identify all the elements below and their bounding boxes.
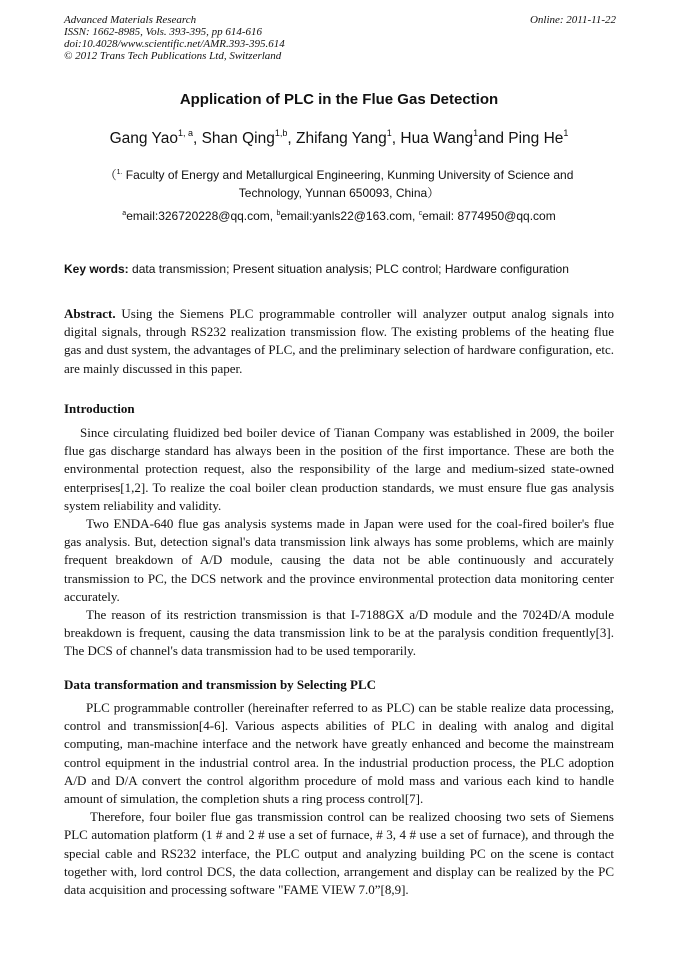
author-name: Ping He bbox=[508, 130, 564, 147]
email-address: email:yanls22@163.com, bbox=[280, 209, 419, 223]
affiliation: （$^{1.}$ Faculty of Energy and Metallurgical Engineering, Kunming University of Science and Technology, Yunnan 650093, China） bbox=[104, 168, 574, 200]
paragraph: Therefore, four boiler flue gas transmission control can be realized choosing two sets of Siemens PLC automation platform (1 # and 2 # use a set of furnace, # 3, 4 # use a set of furnace), and through the special cable and RS232 interface, the PLC output and analyzing building PC on the scene is contact together with, lord control DCS, the data collection, arrangement and display can be realized by the PC data acquisition and processing software "FAME VIEW 7.0”[8,9]. bbox=[64, 809, 614, 898]
author-name: Hua Wang bbox=[400, 130, 474, 147]
author-affil-sup: 1 bbox=[473, 128, 479, 138]
online-date: Online: 2011-11-22 bbox=[529, 14, 616, 26]
copyright-line: © 2012 Trans Tech Publications Ltd, Switzerland bbox=[64, 50, 282, 62]
paragraph: Two ENDA-640 flue gas analysis systems made in Japan were used for the coal-fired boiler's flue gas analysis. But, detection signal's data transmission link always has some problems, which are mainly frequent breakdown of A/D module, causing the data not be able continuously and accurately transmission to PC, the DCS network and the province environmental protection data monitoring center accurately. bbox=[64, 516, 614, 604]
paper-title: Application of PLC in the Flue Gas Detection bbox=[179, 91, 499, 108]
author-list: Gang Yao$^{1, a}$, Shan Qing$^{1,b}$, Zhifang Yang$^1$, Hua Wang$^1$and Ping He$^1$ bbox=[109, 128, 569, 147]
section-heading-introduction: Introduction bbox=[64, 401, 135, 416]
abstract bbox=[64, 305, 614, 378]
keywords bbox=[64, 262, 616, 276]
journal-name: Advanced Materials Research bbox=[64, 14, 197, 26]
issn-line: ISSN: 1662-8985, Vols. 393-395, pp 614-616 bbox=[64, 26, 262, 38]
author-name: Zhifang Yang bbox=[295, 130, 387, 147]
abstract-label: Abstract. bbox=[64, 306, 116, 321]
journal-header bbox=[64, 14, 616, 62]
abstract-text: Using the Siemens PLC programmable controller will analyzer output analog signals into digital signals, through RS232 realization transmission flow. The existing problems of the heating flue gas and dust system, the advantages of PLC, and the preliminary selection of hardware configuration, etc. are mainly discussed in this paper. bbox=[64, 306, 614, 376]
section2-body bbox=[64, 699, 614, 899]
paragraph: PLC programmable controller (hereinafter referred to as PLC) can be stable realize data processing, control and transmission[4-6]. Various aspects abilities of PLC in dealing with analog and digital computing, man-machine interface and the network have greatly enhanced and become the mainstream control equipment in the industrial control area. In the industrial production process, the PLC adoption A/D and D/A convert the control algorithm procedure of mold mass and various each kind to handle amount of simulation, the completion shuts a ring process control[7]. bbox=[64, 700, 614, 807]
author-affil-sup: 1 bbox=[563, 128, 569, 138]
author-name: Gang Yao bbox=[109, 130, 178, 147]
keywords-text: data transmission; Present situation analysis; PLC control; Hardware configuration bbox=[128, 262, 569, 276]
paragraph: Since circulating fluidized bed boiler device of Tianan Company was established in 2009, the boiler flue gas discharge standard has always been in the position of the first importance. These are both the environmental protection request, also the responsibility of the large and medium-sized state-owned enterprises[1,2]. To realize the coal boiler clean production standards, we must ensure flue gas analysis system reliability and validity. bbox=[64, 425, 614, 513]
keywords-label: Key words: bbox=[64, 262, 129, 276]
author-affil-sup: 1, a bbox=[177, 128, 193, 138]
author-name: Shan Qing bbox=[201, 130, 275, 147]
section-heading-data-transformation: Data transformation and transmission by Selecting PLC bbox=[64, 677, 377, 692]
paragraph: The reason of its restriction transmission is that I-7188GX a/D module and the 7024D/A module breakdown is frequent, causing the data transmission link to be at the paralysis condition frequently[3]. The DCS of channel's data transmission had to be used temporarily. bbox=[64, 607, 614, 659]
email-address: email: 8774950@qq.com bbox=[422, 209, 556, 223]
email-address: email:326720228@qq.com, bbox=[126, 209, 277, 223]
author-affil-sup: 1,b bbox=[274, 128, 288, 138]
email-list: $^a$email:326720228@qq.com, $^b$email:yanls22@163.com, $^c$email: 8774950@qq.com bbox=[122, 209, 556, 223]
author-affil-sup: 1 bbox=[386, 128, 392, 138]
introduction-body bbox=[64, 424, 614, 661]
doi-line: doi:10.4028/www.scientific.net/AMR.393-395.614 bbox=[64, 38, 285, 50]
